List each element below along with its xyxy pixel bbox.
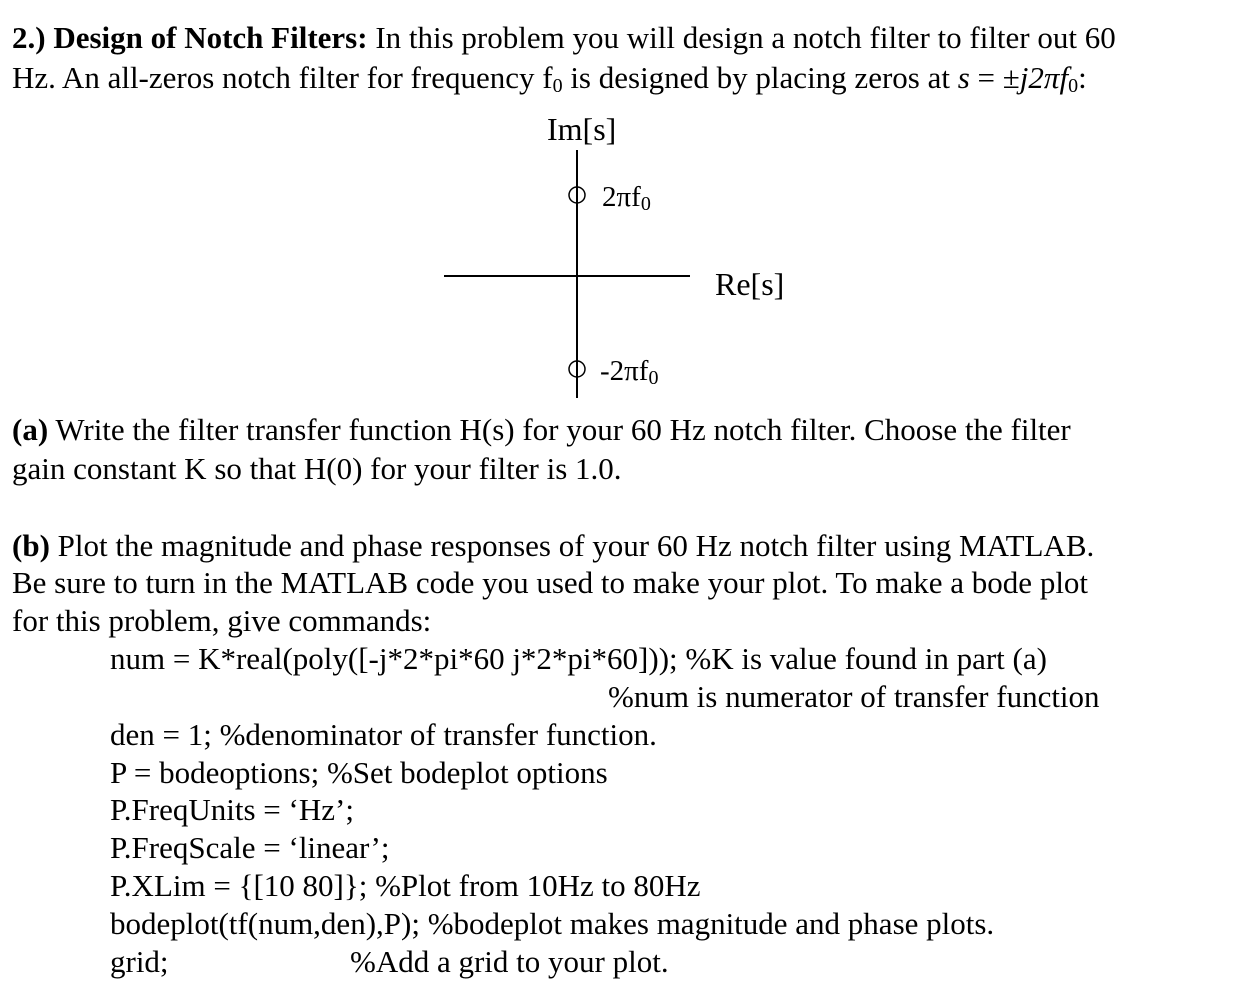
intro-text-2a: Hz. An all-zeros notch filter for frequency f	[12, 60, 553, 95]
intro-text-2b: is designed by placing zeros at	[562, 60, 958, 95]
zero-equation: $s = \pm j2\pi f_0$:	[957, 60, 1087, 97]
code-line-num-comment: %num is numerator of transfer function	[608, 679, 1100, 714]
intro-subscript: 0	[552, 75, 563, 97]
code-line-num: num = K*real(poly([-j*2*pi*60 j*2*pi*60])); %K is value found in part (a)	[110, 641, 1047, 676]
part-a-line-2: gain constant K so that H(0) for your filter is 1.0.	[12, 451, 622, 486]
part-b-label: (b)	[12, 528, 50, 563]
part-b-line-3: for this problem, give commands:	[12, 603, 432, 638]
code-line-xlim: P.XLim = {[10 80]}; %Plot from 10Hz to 80Hz	[110, 868, 701, 903]
code-line-bodeoptions: P = bodeoptions; %Set bodeplot options	[110, 755, 608, 790]
part-a-line-1: (a) Write the filter transfer function H(s) for your 60 Hz notch filter. Choose the filter	[12, 412, 1071, 447]
code-line-bodeplot: bodeplot(tf(num,den),P); %bodeplot makes magnitude and phase plots.	[110, 906, 995, 941]
intro-text-1: In this problem you will design a notch filter to filter out 60	[367, 20, 1116, 55]
code-line-grid-comment: %Add a grid to your plot.	[350, 944, 669, 979]
problem-heading: 2.) Design of Notch Filters:	[12, 20, 368, 55]
part-a-label: (a)	[12, 412, 49, 447]
code-line-frequnits: P.FreqUnits = ‘Hz’;	[110, 792, 354, 827]
upper-zero-label: $2\pi f_0$	[602, 181, 651, 215]
imag-axis-label: Im[s]	[547, 111, 617, 147]
code-line-den: den = 1; %denominator of transfer function.	[110, 717, 657, 752]
lower-zero-label: $-2\pi f_0$	[600, 355, 659, 389]
code-line-freqscale: P.FreqScale = ‘linear’;	[110, 830, 390, 865]
part-b-line-1: (b) Plot the magnitude and phase responses of your 60 Hz notch filter using MATLAB.	[12, 528, 1095, 563]
code-line-grid: grid;	[110, 944, 169, 979]
real-axis-label: Re[s]	[715, 266, 785, 302]
part-b-line-2: Be sure to turn in the MATLAB code you used to make your plot. To make a bode plot	[12, 565, 1089, 600]
